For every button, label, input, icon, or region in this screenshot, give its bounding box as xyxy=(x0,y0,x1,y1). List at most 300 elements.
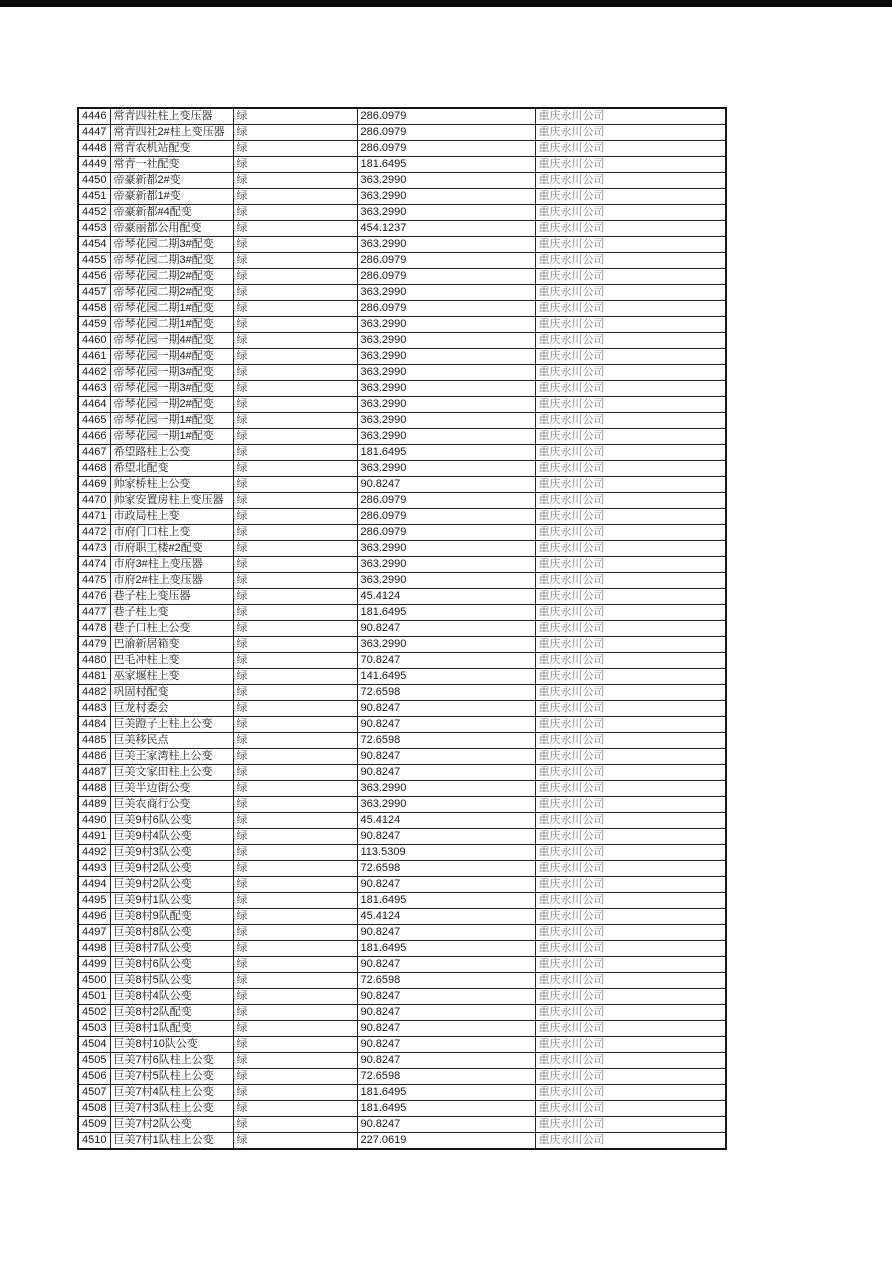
status-cell: 绿 xyxy=(233,525,357,541)
company-cell: 重庆永川公司 xyxy=(535,1101,726,1117)
serial-cell: 4456 xyxy=(78,269,110,285)
company-cell: 重庆永川公司 xyxy=(535,813,726,829)
capacity-cell: 90.8247 xyxy=(357,701,535,717)
company-cell: 重庆永川公司 xyxy=(535,1133,726,1150)
company-cell: 重庆永川公司 xyxy=(535,957,726,973)
status-cell: 绿 xyxy=(233,797,357,813)
table-row xyxy=(78,589,726,605)
company-cell: 重庆永川公司 xyxy=(535,205,726,221)
company-cell: 重庆永川公司 xyxy=(535,301,726,317)
table-row xyxy=(78,781,726,797)
status-cell: 绿 xyxy=(233,925,357,941)
capacity-cell: 70.8247 xyxy=(357,653,535,669)
capacity-cell: 181.6495 xyxy=(357,893,535,909)
capacity-cell: 363.2990 xyxy=(357,349,535,365)
device-name-cell: 帝豪新都#4配变 xyxy=(110,205,233,221)
company-cell: 重庆永川公司 xyxy=(535,685,726,701)
device-name-cell: 巷子柱上变 xyxy=(110,605,233,621)
device-name-cell: 帝琴花园一期1#配变 xyxy=(110,429,233,445)
table-row xyxy=(78,429,726,445)
device-name-cell: 常青一社配变 xyxy=(110,157,233,173)
table-row xyxy=(78,477,726,493)
device-name-cell: 巨美农商行公变 xyxy=(110,797,233,813)
capacity-cell: 90.8247 xyxy=(357,1021,535,1037)
table-row xyxy=(78,797,726,813)
company-cell: 重庆永川公司 xyxy=(535,621,726,637)
serial-cell: 4462 xyxy=(78,365,110,381)
serial-cell: 4455 xyxy=(78,253,110,269)
capacity-cell: 363.2990 xyxy=(357,797,535,813)
status-cell: 绿 xyxy=(233,765,357,781)
company-cell: 重庆永川公司 xyxy=(535,781,726,797)
table-row xyxy=(78,1037,726,1053)
device-name-cell: 巨美7村6队柱上公变 xyxy=(110,1053,233,1069)
device-name-cell: 巴渝新居箱变 xyxy=(110,637,233,653)
serial-cell: 4486 xyxy=(78,749,110,765)
company-cell: 重庆永川公司 xyxy=(535,749,726,765)
capacity-cell: 227.0619 xyxy=(357,1133,535,1150)
company-cell: 重庆永川公司 xyxy=(535,157,726,173)
capacity-cell: 363.2990 xyxy=(357,557,535,573)
serial-cell: 4451 xyxy=(78,189,110,205)
capacity-cell: 72.6598 xyxy=(357,1069,535,1085)
device-name-cell: 帝琴花园二期3#配变 xyxy=(110,253,233,269)
table-row xyxy=(78,957,726,973)
status-cell: 绿 xyxy=(233,701,357,717)
serial-cell: 4475 xyxy=(78,573,110,589)
capacity-cell: 181.6495 xyxy=(357,941,535,957)
table-row xyxy=(78,445,726,461)
capacity-cell: 90.8247 xyxy=(357,477,535,493)
capacity-cell: 286.0979 xyxy=(357,493,535,509)
status-cell: 绿 xyxy=(233,877,357,893)
device-name-cell: 帝琴花园二期2#配变 xyxy=(110,285,233,301)
serial-cell: 4472 xyxy=(78,525,110,541)
status-cell: 绿 xyxy=(233,285,357,301)
device-name-cell: 希望路柱上公变 xyxy=(110,445,233,461)
table-row xyxy=(78,637,726,653)
status-cell: 绿 xyxy=(233,989,357,1005)
device-name-cell: 巨龙村委会 xyxy=(110,701,233,717)
serial-cell: 4461 xyxy=(78,349,110,365)
capacity-cell: 141.6495 xyxy=(357,669,535,685)
company-cell: 重庆永川公司 xyxy=(535,1053,726,1069)
capacity-cell: 72.6598 xyxy=(357,685,535,701)
serial-cell: 4470 xyxy=(78,493,110,509)
status-cell: 绿 xyxy=(233,461,357,477)
device-name-cell: 帝琴花园一期3#配变 xyxy=(110,365,233,381)
status-cell: 绿 xyxy=(233,957,357,973)
capacity-cell: 286.0979 xyxy=(357,141,535,157)
serial-cell: 4459 xyxy=(78,317,110,333)
device-name-cell: 巴毛冲柱上变 xyxy=(110,653,233,669)
table-row xyxy=(78,573,726,589)
serial-cell: 4479 xyxy=(78,637,110,653)
serial-cell: 4492 xyxy=(78,845,110,861)
company-cell: 重庆永川公司 xyxy=(535,1117,726,1133)
table-row xyxy=(78,941,726,957)
table-row xyxy=(78,1085,726,1101)
table-row xyxy=(78,909,726,925)
serial-cell: 4467 xyxy=(78,445,110,461)
capacity-cell: 90.8247 xyxy=(357,1053,535,1069)
table-row xyxy=(78,701,726,717)
company-cell: 重庆永川公司 xyxy=(535,669,726,685)
table-row xyxy=(78,717,726,733)
company-cell: 重庆永川公司 xyxy=(535,477,726,493)
capacity-cell: 363.2990 xyxy=(357,461,535,477)
device-name-cell: 巩固村配变 xyxy=(110,685,233,701)
capacity-cell: 90.8247 xyxy=(357,1005,535,1021)
status-cell: 绿 xyxy=(233,445,357,461)
status-cell: 绿 xyxy=(233,1117,357,1133)
status-cell: 绿 xyxy=(233,125,357,141)
capacity-cell: 181.6495 xyxy=(357,445,535,461)
serial-cell: 4482 xyxy=(78,685,110,701)
serial-cell: 4488 xyxy=(78,781,110,797)
status-cell: 绿 xyxy=(233,1037,357,1053)
serial-cell: 4457 xyxy=(78,285,110,301)
status-cell: 绿 xyxy=(233,541,357,557)
status-cell: 绿 xyxy=(233,381,357,397)
table-row xyxy=(78,493,726,509)
table-row xyxy=(78,973,726,989)
serial-cell: 4483 xyxy=(78,701,110,717)
status-cell: 绿 xyxy=(233,621,357,637)
status-cell: 绿 xyxy=(233,1053,357,1069)
company-cell: 重庆永川公司 xyxy=(535,253,726,269)
serial-cell: 4468 xyxy=(78,461,110,477)
table-row xyxy=(78,845,726,861)
capacity-cell: 286.0979 xyxy=(357,253,535,269)
serial-cell: 4508 xyxy=(78,1101,110,1117)
company-cell: 重庆永川公司 xyxy=(535,445,726,461)
company-cell: 重庆永川公司 xyxy=(535,589,726,605)
capacity-cell: 45.4124 xyxy=(357,589,535,605)
company-cell: 重庆永川公司 xyxy=(535,573,726,589)
status-cell: 绿 xyxy=(233,1133,357,1150)
serial-cell: 4493 xyxy=(78,861,110,877)
serial-cell: 4505 xyxy=(78,1053,110,1069)
device-name-cell: 巷子口柱上公变 xyxy=(110,621,233,637)
serial-cell: 4510 xyxy=(78,1133,110,1150)
status-cell: 绿 xyxy=(233,1101,357,1117)
table-row xyxy=(78,765,726,781)
device-name-cell: 帝琴花园二期2#配变 xyxy=(110,269,233,285)
table-row xyxy=(78,125,726,141)
device-name-cell: 帝琴花园二期3#配变 xyxy=(110,237,233,253)
capacity-cell: 363.2990 xyxy=(357,205,535,221)
table-row xyxy=(78,749,726,765)
capacity-cell: 90.8247 xyxy=(357,621,535,637)
table-row xyxy=(78,525,726,541)
company-cell: 重庆永川公司 xyxy=(535,1005,726,1021)
capacity-cell: 90.8247 xyxy=(357,829,535,845)
status-cell: 绿 xyxy=(233,365,357,381)
device-name-cell: 巨美文家田柱上公变 xyxy=(110,765,233,781)
serial-cell: 4502 xyxy=(78,1005,110,1021)
device-name-cell: 巨美8村10队公变 xyxy=(110,1037,233,1053)
table-row xyxy=(78,509,726,525)
status-cell: 绿 xyxy=(233,253,357,269)
status-cell: 绿 xyxy=(233,733,357,749)
status-cell: 绿 xyxy=(233,573,357,589)
serial-cell: 4478 xyxy=(78,621,110,637)
device-name-cell: 巨美9村2队公变 xyxy=(110,861,233,877)
capacity-cell: 363.2990 xyxy=(357,781,535,797)
status-cell: 绿 xyxy=(233,269,357,285)
company-cell: 重庆永川公司 xyxy=(535,653,726,669)
capacity-cell: 90.8247 xyxy=(357,717,535,733)
table-row xyxy=(78,237,726,253)
status-cell: 绿 xyxy=(233,509,357,525)
device-name-cell: 市府3#柱上变压器 xyxy=(110,557,233,573)
table-row xyxy=(78,861,726,877)
serial-cell: 4474 xyxy=(78,557,110,573)
status-cell: 绿 xyxy=(233,189,357,205)
company-cell: 重庆永川公司 xyxy=(535,909,726,925)
table-row xyxy=(78,621,726,637)
status-cell: 绿 xyxy=(233,605,357,621)
company-cell: 重庆永川公司 xyxy=(535,349,726,365)
serial-cell: 4458 xyxy=(78,301,110,317)
status-cell: 绿 xyxy=(233,173,357,189)
capacity-cell: 45.4124 xyxy=(357,813,535,829)
device-name-cell: 市府门口柱上变 xyxy=(110,525,233,541)
status-cell: 绿 xyxy=(233,829,357,845)
status-cell: 绿 xyxy=(233,1021,357,1037)
table-row xyxy=(78,221,726,237)
device-name-cell: 帝豪丽都公用配变 xyxy=(110,221,233,237)
serial-cell: 4487 xyxy=(78,765,110,781)
table-row xyxy=(78,205,726,221)
device-name-cell: 巨美7村2队公变 xyxy=(110,1117,233,1133)
status-cell: 绿 xyxy=(233,685,357,701)
company-cell: 重庆永川公司 xyxy=(535,1085,726,1101)
table-row xyxy=(78,301,726,317)
table-row xyxy=(78,1021,726,1037)
device-name-cell: 帝琴花园二期1#配变 xyxy=(110,317,233,333)
status-cell: 绿 xyxy=(233,1085,357,1101)
company-cell: 重庆永川公司 xyxy=(535,797,726,813)
serial-cell: 4495 xyxy=(78,893,110,909)
serial-cell: 4447 xyxy=(78,125,110,141)
status-cell: 绿 xyxy=(233,221,357,237)
capacity-cell: 363.2990 xyxy=(357,365,535,381)
status-cell: 绿 xyxy=(233,429,357,445)
table-row xyxy=(78,1101,726,1117)
serial-cell: 4465 xyxy=(78,413,110,429)
company-cell: 重庆永川公司 xyxy=(535,141,726,157)
status-cell: 绿 xyxy=(233,157,357,173)
device-name-cell: 巫家堰柱上变 xyxy=(110,669,233,685)
company-cell: 重庆永川公司 xyxy=(535,525,726,541)
device-table-container xyxy=(77,107,727,1150)
serial-cell: 4460 xyxy=(78,333,110,349)
capacity-cell: 363.2990 xyxy=(357,429,535,445)
device-name-cell: 巨美7村1队柱上公变 xyxy=(110,1133,233,1150)
table-row xyxy=(78,877,726,893)
status-cell: 绿 xyxy=(233,893,357,909)
table-row xyxy=(78,349,726,365)
company-cell: 重庆永川公司 xyxy=(535,189,726,205)
status-cell: 绿 xyxy=(233,861,357,877)
device-name-cell: 巨美9村3队公变 xyxy=(110,845,233,861)
company-cell: 重庆永川公司 xyxy=(535,973,726,989)
serial-cell: 4500 xyxy=(78,973,110,989)
status-cell: 绿 xyxy=(233,1069,357,1085)
device-name-cell: 帅家安置房柱上变压器 xyxy=(110,493,233,509)
company-cell: 重庆永川公司 xyxy=(535,237,726,253)
device-name-cell: 巨美9村1队公变 xyxy=(110,893,233,909)
capacity-cell: 90.8247 xyxy=(357,765,535,781)
serial-cell: 4449 xyxy=(78,157,110,173)
serial-cell: 4503 xyxy=(78,1021,110,1037)
table-row xyxy=(78,381,726,397)
serial-cell: 4466 xyxy=(78,429,110,445)
status-cell: 绿 xyxy=(233,653,357,669)
table-row xyxy=(78,1069,726,1085)
table-row xyxy=(78,1005,726,1021)
serial-cell: 4499 xyxy=(78,957,110,973)
company-cell: 重庆永川公司 xyxy=(535,365,726,381)
capacity-cell: 181.6495 xyxy=(357,605,535,621)
serial-cell: 4480 xyxy=(78,653,110,669)
serial-cell: 4504 xyxy=(78,1037,110,1053)
device-name-cell: 常青四社柱上变压器 xyxy=(110,108,233,125)
device-name-cell: 巨美王家湾柱上公变 xyxy=(110,749,233,765)
serial-cell: 4501 xyxy=(78,989,110,1005)
table-row xyxy=(78,173,726,189)
company-cell: 重庆永川公司 xyxy=(535,717,726,733)
serial-cell: 4506 xyxy=(78,1069,110,1085)
table-row xyxy=(78,333,726,349)
table-row xyxy=(78,669,726,685)
device-name-cell: 希望北配变 xyxy=(110,461,233,477)
capacity-cell: 286.0979 xyxy=(357,525,535,541)
device-name-cell: 帝琴花园一期4#配变 xyxy=(110,349,233,365)
capacity-cell: 286.0979 xyxy=(357,125,535,141)
status-cell: 绿 xyxy=(233,317,357,333)
company-cell: 重庆永川公司 xyxy=(535,429,726,445)
serial-cell: 4476 xyxy=(78,589,110,605)
device-name-cell: 市政局柱上变 xyxy=(110,509,233,525)
company-cell: 重庆永川公司 xyxy=(535,317,726,333)
serial-cell: 4484 xyxy=(78,717,110,733)
serial-cell: 4454 xyxy=(78,237,110,253)
serial-cell: 4507 xyxy=(78,1085,110,1101)
table-row xyxy=(78,653,726,669)
table-row xyxy=(78,989,726,1005)
table-row xyxy=(78,829,726,845)
status-cell: 绿 xyxy=(233,333,357,349)
company-cell: 重庆永川公司 xyxy=(535,893,726,909)
serial-cell: 4450 xyxy=(78,173,110,189)
table-row xyxy=(78,397,726,413)
capacity-cell: 286.0979 xyxy=(357,108,535,125)
company-cell: 重庆永川公司 xyxy=(535,461,726,477)
status-cell: 绿 xyxy=(233,941,357,957)
table-row xyxy=(78,541,726,557)
device-name-cell: 巨美半边街公变 xyxy=(110,781,233,797)
table-row xyxy=(78,269,726,285)
capacity-cell: 181.6495 xyxy=(357,1085,535,1101)
capacity-cell: 72.6598 xyxy=(357,973,535,989)
capacity-cell: 286.0979 xyxy=(357,301,535,317)
company-cell: 重庆永川公司 xyxy=(535,381,726,397)
status-cell: 绿 xyxy=(233,413,357,429)
device-table-body xyxy=(78,108,726,1149)
table-row xyxy=(78,365,726,381)
device-name-cell: 巨美7村5队柱上公变 xyxy=(110,1069,233,1085)
capacity-cell: 90.8247 xyxy=(357,749,535,765)
company-cell: 重庆永川公司 xyxy=(535,989,726,1005)
status-cell: 绿 xyxy=(233,909,357,925)
capacity-cell: 90.8247 xyxy=(357,1037,535,1053)
status-cell: 绿 xyxy=(233,845,357,861)
status-cell: 绿 xyxy=(233,205,357,221)
company-cell: 重庆永川公司 xyxy=(535,541,726,557)
device-name-cell: 市府2#柱上变压器 xyxy=(110,573,233,589)
device-name-cell: 帝豪新都1#变 xyxy=(110,189,233,205)
table-row xyxy=(78,1117,726,1133)
company-cell: 重庆永川公司 xyxy=(535,861,726,877)
company-cell: 重庆永川公司 xyxy=(535,941,726,957)
table-row xyxy=(78,813,726,829)
device-name-cell: 巨美移民点 xyxy=(110,733,233,749)
status-cell: 绿 xyxy=(233,237,357,253)
table-row xyxy=(78,253,726,269)
company-cell: 重庆永川公司 xyxy=(535,605,726,621)
serial-cell: 4491 xyxy=(78,829,110,845)
table-row xyxy=(78,925,726,941)
table-row xyxy=(78,317,726,333)
device-name-cell: 巨美蹬子上柱上公变 xyxy=(110,717,233,733)
status-cell: 绿 xyxy=(233,813,357,829)
capacity-cell: 363.2990 xyxy=(357,173,535,189)
status-cell: 绿 xyxy=(233,141,357,157)
device-name-cell: 巨美8村7队公变 xyxy=(110,941,233,957)
status-cell: 绿 xyxy=(233,301,357,317)
status-cell: 绿 xyxy=(233,349,357,365)
table-row xyxy=(78,733,726,749)
device-name-cell: 帝琴花园一期3#配变 xyxy=(110,381,233,397)
capacity-cell: 90.8247 xyxy=(357,877,535,893)
page-top-edge-bar xyxy=(0,0,892,7)
table-row xyxy=(78,893,726,909)
company-cell: 重庆永川公司 xyxy=(535,701,726,717)
serial-cell: 4477 xyxy=(78,605,110,621)
device-name-cell: 巨美7村4队柱上公变 xyxy=(110,1085,233,1101)
status-cell: 绿 xyxy=(233,717,357,733)
table-row xyxy=(78,285,726,301)
company-cell: 重庆永川公司 xyxy=(535,877,726,893)
company-cell: 重庆永川公司 xyxy=(535,829,726,845)
serial-cell: 4446 xyxy=(78,108,110,125)
status-cell: 绿 xyxy=(233,589,357,605)
device-name-cell: 巨美7村3队柱上公变 xyxy=(110,1101,233,1117)
capacity-cell: 363.2990 xyxy=(357,573,535,589)
device-name-cell: 巨美8村5队公变 xyxy=(110,973,233,989)
company-cell: 重庆永川公司 xyxy=(535,733,726,749)
serial-cell: 4452 xyxy=(78,205,110,221)
capacity-cell: 90.8247 xyxy=(357,1117,535,1133)
company-cell: 重庆永川公司 xyxy=(535,221,726,237)
table-row xyxy=(78,605,726,621)
table-row xyxy=(78,141,726,157)
serial-cell: 4489 xyxy=(78,797,110,813)
serial-cell: 4494 xyxy=(78,877,110,893)
